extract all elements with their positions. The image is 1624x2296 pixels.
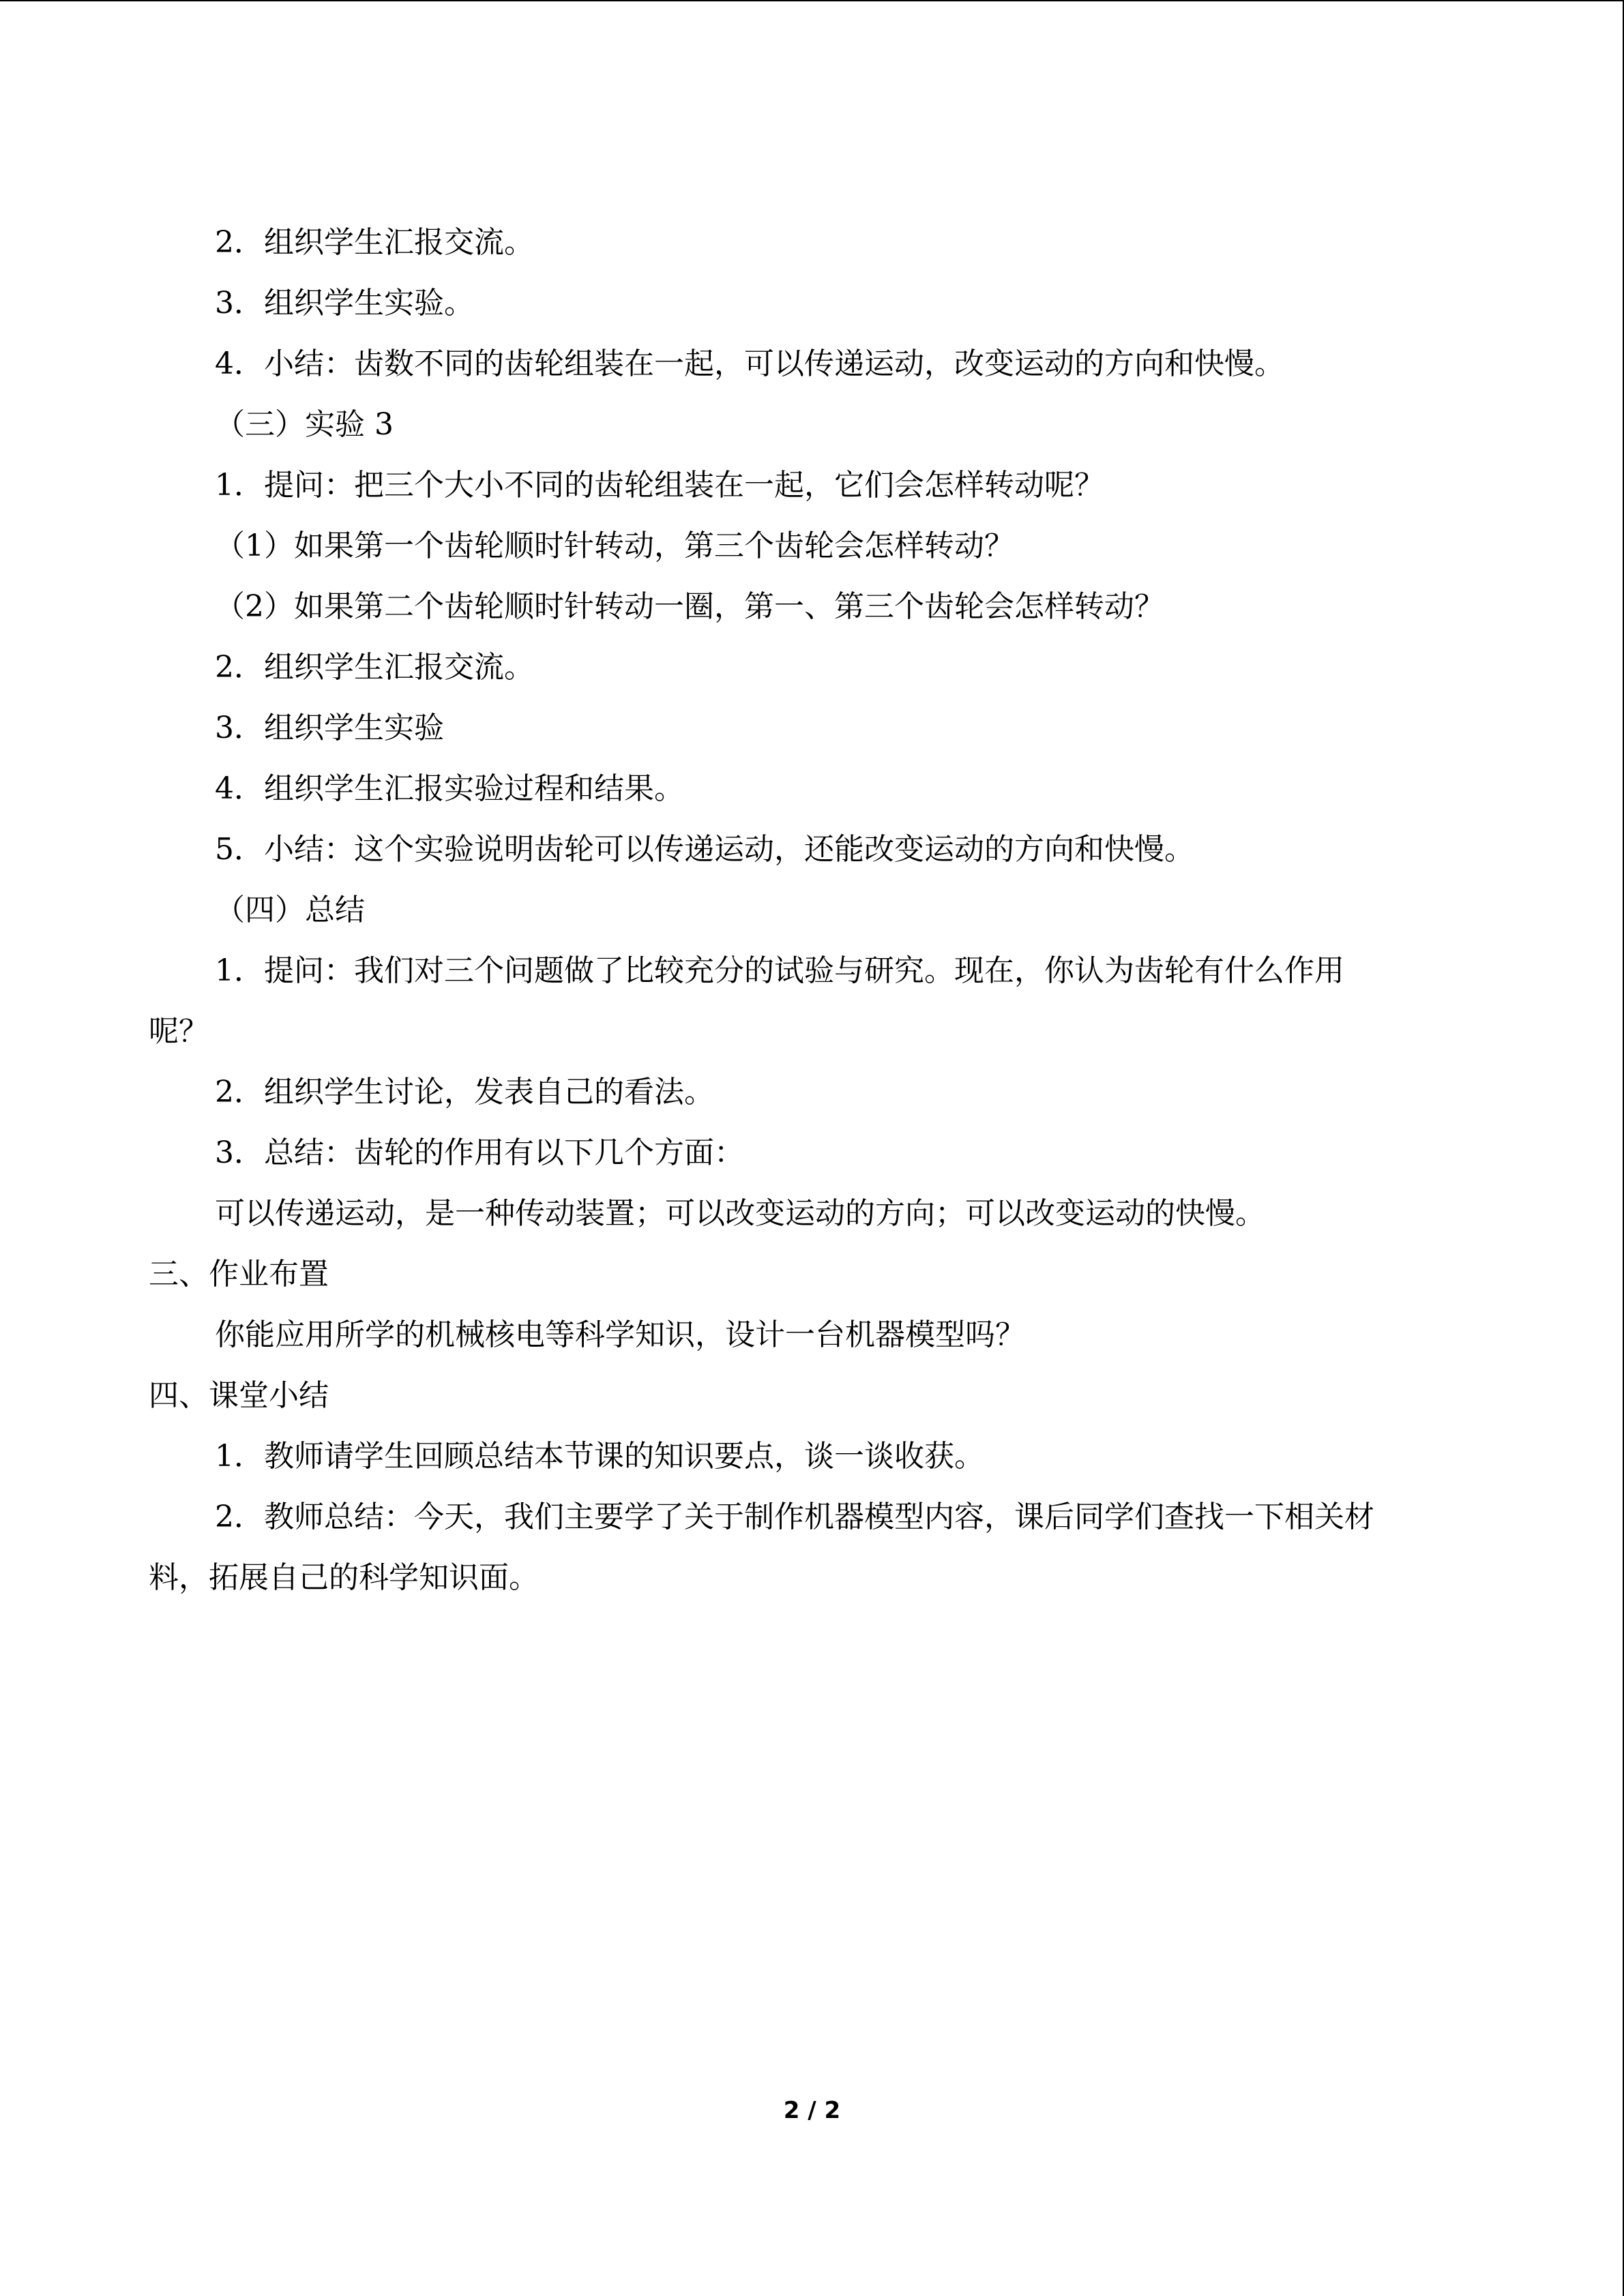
paragraph-line: 1．教师请学生回顾总结本节课的知识要点，谈一谈收获。 — [215, 1439, 984, 1474]
paragraph-line: 3．组织学生实验 — [215, 711, 444, 745]
section-heading: （四）总结 — [215, 893, 365, 927]
section-heading: （三）实验 3 — [215, 407, 394, 442]
paragraph-line: 可以传递运动，是一种传动装置；可以改变运动的方向；可以改变运动的快慢。 — [215, 1196, 1265, 1231]
paragraph-line: 3．总结：齿轮的作用有以下几个方面： — [215, 1135, 744, 1170]
paragraph-line: 2．组织学生讨论，发表自己的看法。 — [215, 1075, 714, 1109]
page-number: 2 / 2 — [783, 2097, 841, 2124]
section-heading: 三、作业布置 — [149, 1257, 329, 1292]
paragraph-line: 料，拓展自己的科学知识面。 — [149, 1560, 539, 1595]
section-heading: 四、课堂小结 — [149, 1378, 329, 1413]
paragraph-line: 2．教师总结：今天，我们主要学了关于制作机器模型内容，课后同学们查找一下相关材 — [215, 1500, 1374, 1534]
paragraph-line: 4．组织学生汇报实验过程和结果。 — [215, 771, 684, 806]
paragraph-line: 2．组织学生汇报交流。 — [215, 225, 534, 260]
document-body — [149, 212, 1475, 1608]
paragraph-line: 呢？ — [149, 1014, 209, 1049]
paragraph-line: 1．提问：我们对三个问题做了比较充分的试验与研究。现在，你认为齿轮有什么作用 — [215, 953, 1344, 988]
paragraph-line: （2）如果第二个齿轮顺时针转动一圈，第一、第三个齿轮会怎样转动？ — [215, 589, 1164, 624]
paragraph-line: 你能应用所学的机械核电等科学知识，设计一台机器模型吗？ — [215, 1317, 1025, 1352]
paragraph-line: 4．小结：齿数不同的齿轮组装在一起，可以传递运动，改变运动的方向和快慢。 — [215, 346, 1284, 381]
paragraph-line: 2．组织学生汇报交流。 — [215, 650, 534, 685]
paragraph-line: （1）如果第一个齿轮顺时针转动，第三个齿轮会怎样转动？ — [215, 528, 1014, 563]
paragraph-line: 1．提问：把三个大小不同的齿轮组装在一起，它们会怎样转动呢？ — [215, 468, 1104, 503]
paragraph-line: 5．小结：这个实验说明齿轮可以传递运动，还能改变运动的方向和快慢。 — [215, 832, 1194, 867]
paragraph-line: 3．组织学生实验。 — [215, 286, 474, 320]
